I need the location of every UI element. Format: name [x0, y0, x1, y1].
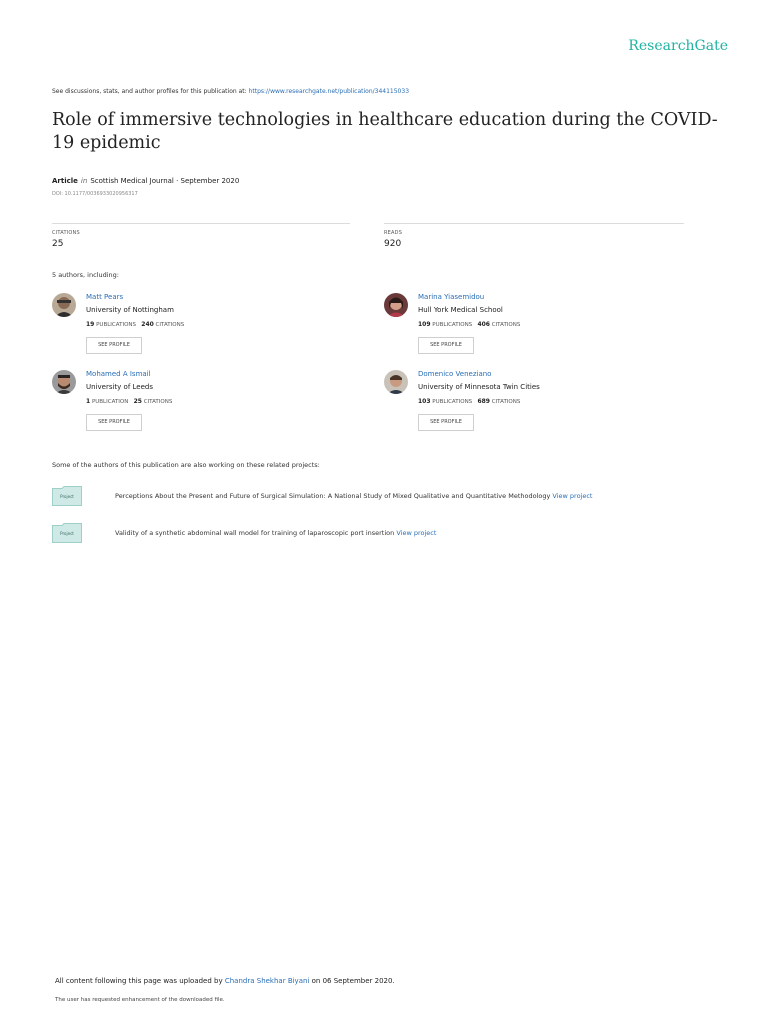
citations-label: CITATIONS: [143, 399, 173, 405]
project-folder-icon[interactable]: [52, 523, 82, 543]
in-label: in: [80, 177, 88, 185]
publications-label: PUBLICATION: [91, 399, 129, 405]
researchgate-logo[interactable]: ResearchGate: [628, 38, 728, 54]
citations-count: 25: [133, 398, 142, 405]
author-card: [52, 293, 352, 363]
author-card: [384, 370, 684, 440]
upload-prefix: All content following this page was uploaded by: [55, 977, 223, 985]
publications-count: 1: [86, 398, 91, 405]
author-name-link[interactable]: Domenico Veneziano: [418, 370, 492, 378]
doi: DOI: 10.1177/0036933020956317: [52, 191, 138, 197]
author-stats: [418, 398, 520, 405]
publications-label: PUBLICATIONS: [96, 322, 137, 328]
citations-count: 689: [477, 398, 490, 405]
publications-count: 103: [418, 398, 431, 405]
reads-count: 920: [384, 239, 402, 249]
project-item: [115, 529, 436, 537]
project-item: [115, 492, 592, 500]
discussion-prefix: See discussions, stats, and author profiles for this publication at:: [52, 88, 247, 95]
discussion-line: [52, 88, 409, 95]
project-icon-label: Project: [60, 531, 74, 536]
avatar[interactable]: [384, 293, 408, 317]
citations-count: 406: [477, 321, 490, 328]
authors-heading: 5 authors, including:: [52, 271, 119, 279]
see-profile-button[interactable]: SEE PROFILE: [418, 414, 474, 431]
paper-title: Role of immersive technologies in healthcare education during the COVID-19 epidemic: [52, 110, 718, 153]
divider-left: [52, 223, 350, 224]
citations-label: CITATIONS: [52, 230, 80, 236]
view-project-link[interactable]: View project: [552, 492, 593, 500]
publications-label: PUBLICATIONS: [432, 399, 473, 405]
divider-right: [384, 223, 684, 224]
article-meta: [52, 177, 239, 185]
project-title: Validity of a synthetic abdominal wall model for training of laparoscopic port insertion: [115, 529, 395, 537]
author-institution: Hull York Medical School: [418, 306, 503, 314]
projects-heading: Some of the authors of this publication are also working on these related projects:: [52, 461, 320, 469]
avatar[interactable]: [52, 370, 76, 394]
author-name-link[interactable]: Mohamed A Ismail: [86, 370, 151, 378]
author-card: [384, 293, 684, 363]
citations-label: CITATIONS: [491, 322, 521, 328]
uploader-link[interactable]: Chandra Shekhar Biyani: [224, 977, 310, 985]
author-stats: [418, 321, 520, 328]
enhancement-note: The user has requested enhancement of the downloaded file.: [55, 997, 225, 1003]
author-institution: University of Minnesota Twin Cities: [418, 383, 540, 391]
author-name-link[interactable]: Marina Yiasemidou: [418, 293, 485, 301]
publications-count: 19: [86, 321, 95, 328]
citations-label: CITATIONS: [491, 399, 521, 405]
author-stats: [86, 398, 172, 405]
citations-count: 25: [52, 239, 64, 249]
see-profile-button[interactable]: SEE PROFILE: [86, 414, 142, 431]
article-type: Article: [52, 177, 78, 185]
see-profile-button[interactable]: SEE PROFILE: [418, 337, 474, 354]
author-card: [52, 370, 352, 440]
reads-label: READS: [384, 230, 403, 236]
journal-info: Scottish Medical Journal · September 2020: [90, 177, 240, 185]
author-institution: University of Leeds: [86, 383, 153, 391]
project-icon-label: Project: [60, 494, 74, 499]
publications-label: PUBLICATIONS: [432, 322, 473, 328]
avatar[interactable]: [52, 293, 76, 317]
publications-count: 109: [418, 321, 431, 328]
author-institution: University of Nottingham: [86, 306, 174, 314]
publication-url-link[interactable]: https://www.researchgate.net/publication/344115033: [248, 88, 410, 95]
avatar[interactable]: [384, 370, 408, 394]
upload-date: on 06 September 2020.: [311, 977, 395, 985]
author-stats: [86, 321, 184, 328]
citations-count: 240: [141, 321, 154, 328]
view-project-link[interactable]: View project: [396, 529, 437, 537]
author-name-link[interactable]: Matt Pears: [86, 293, 124, 301]
upload-info: [55, 977, 395, 985]
citations-label: CITATIONS: [155, 322, 185, 328]
see-profile-button[interactable]: SEE PROFILE: [86, 337, 142, 354]
project-title: Perceptions About the Present and Future of Surgical Simulation: A National Study of Mixed Qualitative and Quantitative Methodology: [115, 492, 551, 500]
project-folder-icon[interactable]: [52, 486, 82, 506]
